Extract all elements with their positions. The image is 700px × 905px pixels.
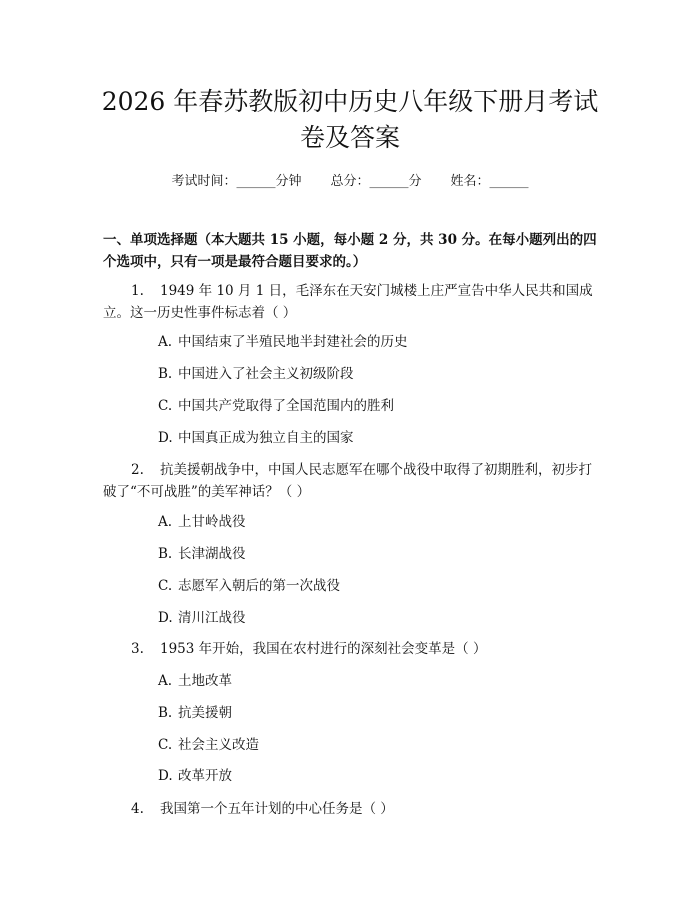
name-blank: ______ [489,174,529,189]
option-text: 长津湖战役 [178,546,246,562]
score-unit: 分 [408,174,422,189]
question-2-option-d [158,608,246,628]
option-text: 土地改革 [178,673,232,689]
question-1-option-a [158,332,408,352]
question-stem-line-2: 破了“不可战胜”的美军神话？（ ） [103,484,311,500]
question-stem-line-2: 立。这一历史性事件标志着（ ） [103,305,297,321]
question-3-option-c [158,735,259,755]
question-number: 1. [131,283,144,299]
option-text: 中国进入了社会主义初级阶段 [178,366,354,382]
exam-info-line [0,170,700,189]
time-blank: ______ [236,174,276,189]
option-label: B. [158,705,173,721]
section-heading [103,229,603,273]
option-text: 改革开放 [178,768,232,784]
option-label: C. [158,737,173,753]
option-label: A. [158,334,173,350]
question-1-option-b [158,364,354,384]
section-heading-line-1: 一、单项选择题（本大题共 15 小题，每小题 2 分，共 30 分。在每小题列出的四 [103,232,597,248]
option-text: 清川江战役 [178,610,246,626]
time-label: 考试时间： [171,174,237,189]
question-stem-line-1: 1953 年开始，我国在农村进行的深刻社会变革是（ ） [160,641,487,657]
time-unit: 分钟 [275,174,302,189]
option-label: B. [158,366,173,382]
question-number: 3. [131,641,144,657]
exam-title-line-2: 卷及答案 [299,123,400,152]
question-number: 2. [131,462,144,478]
exam-title-line-1: 2026 年春苏教版初中历史八年级下册月考试 [101,87,599,116]
option-label: C. [158,398,173,414]
question-2-option-a [158,512,246,532]
question-2-option-b [158,544,246,564]
question-1-option-d [158,428,354,448]
question-3-option-b [158,703,232,723]
question-3-option-d [158,766,232,786]
option-text: 志愿军入朝后的第一次战役 [178,578,340,594]
name-label: 姓名： [450,174,490,189]
option-label: D. [158,430,173,446]
option-text: 社会主义改造 [178,737,259,753]
question-4 [103,798,603,820]
option-text: 中国结束了半殖民地半封建社会的历史 [178,334,408,350]
option-label: C. [158,578,173,594]
option-text: 抗美援朝 [178,705,232,721]
option-label: A. [158,673,173,689]
option-text: 上甘岭战役 [178,514,246,530]
question-number: 4. [131,801,144,817]
question-stem-line-1: 1949 年 10 月 1 日，毛泽东在天安门城楼上庄严宣告中华人民共和国成 [160,283,593,299]
option-text: 中国共产党取得了全国范围内的胜利 [178,398,394,414]
question-2 [103,459,603,503]
score-label: 总分： [330,174,370,189]
option-label: B. [158,546,173,562]
question-stem-line-1: 我国第一个五年计划的中心任务是（ ） [160,801,394,817]
question-stem-line-1: 抗美援朝战争中，中国人民志愿军在哪个战役中取得了初期胜利，初步打 [160,462,592,478]
option-label: A. [158,514,173,530]
option-label: D. [158,768,173,784]
question-3 [103,638,603,660]
option-text: 中国真正成为独立自主的国家 [178,430,354,446]
question-1 [103,280,603,324]
question-1-option-c [158,396,394,416]
score-blank: ______ [369,174,409,189]
question-2-option-c [158,576,340,596]
section-heading-line-2: 个选项中，只有一项是最符合题目要求的。） [103,254,367,270]
option-label: D. [158,610,173,626]
question-3-option-a [158,671,232,691]
